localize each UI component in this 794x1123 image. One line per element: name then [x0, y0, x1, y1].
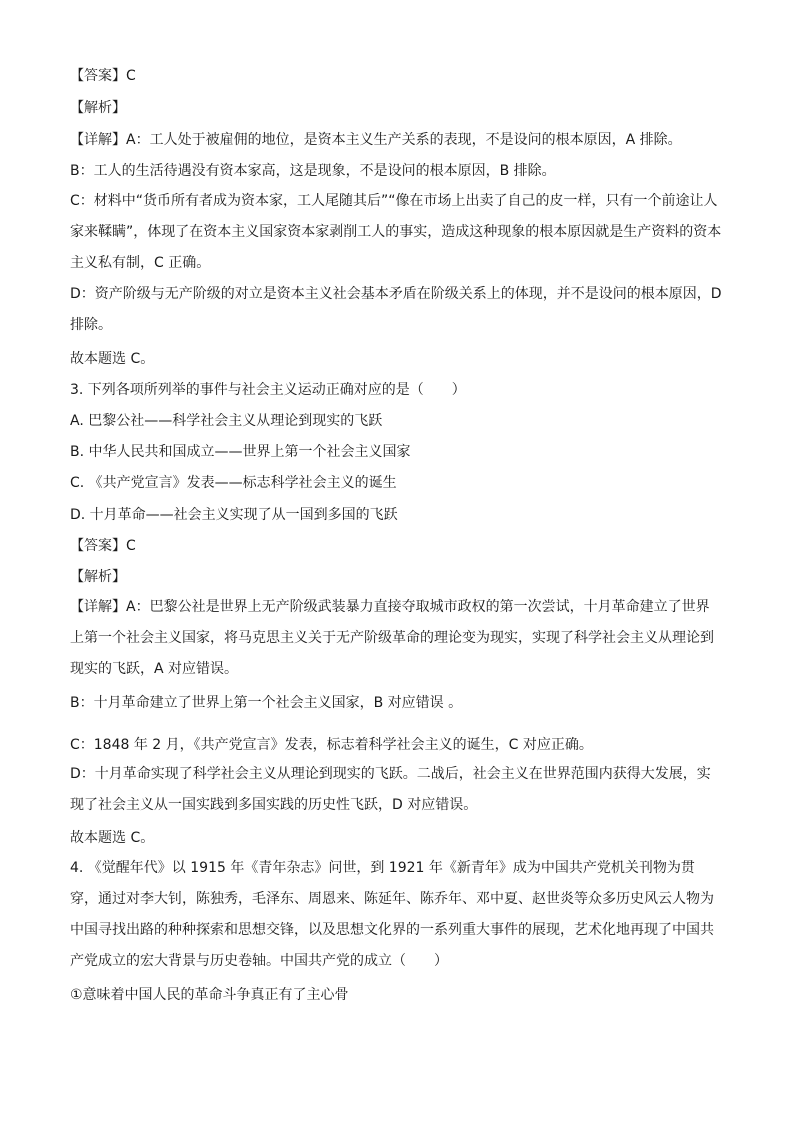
conclusion: 故本题选 C。 [70, 830, 155, 846]
answer-label: 【答案】 [70, 68, 126, 84]
detail-c: C：材料中“货币所有者成为资本家，工人尾随其后”“像在市场上出卖了自己的皮一样，只有一个前途让人家来鞣瞒”，体现了在资本主义国家资本家剥削工人的事实，造成这种现象的根本原因就是生产资料的资本主义私有制，C 正确。 [70, 193, 722, 271]
answer-value: C [126, 538, 136, 554]
detail-d: D：十月革命实现了科学社会主义从理论到现实的飞跃。二战后，社会主义在世界范围内获得大发展，实现了社会主义从一国实践到多国实践的历史性飞跃，D 对应错误。 [70, 766, 711, 813]
answer-line [70, 66, 722, 86]
detail-a: 【详解】A：工人处于被雇佣的地位，是资本主义生产关系的表现，不是设问的根本原因，A 排除。 [70, 132, 682, 148]
detail-b: B：十月革命建立了世界上第一个社会主义国家，B 对应错误 。 [70, 695, 463, 711]
conclusion: 故本题选 C。 [70, 351, 155, 367]
answer-value: C [126, 68, 136, 84]
detail-b: B：工人的生活待遇没有资本家高，这是现象，不是设问的根本原因，B 排除。 [70, 163, 556, 179]
answer-line [70, 536, 722, 556]
option-a: A. 巴黎公社——科学社会主义从理论到现实的飞跃 [70, 413, 383, 429]
detail-a: 【详解】A：巴黎公社是世界上无产阶级武装暴力直接夺取城市政权的第一次尝试，十月革命建立了世界上第一个社会主义国家，将马克思主义关于无产阶级革命的理论变为现实，实现了科学社会主义从理论到现实的飞跃，A 对应错误。 [70, 599, 714, 677]
detail-c: C：1848 年 2 月，《共产党宣言》发表，标志着科学社会主义的诞生，C 对应正确。 [70, 737, 593, 753]
detail-d: D：资产阶级与无产阶级的对立是资本主义社会基本矛盾在阶级关系上的体现，并不是设问的根本原因，D 排除。 [70, 286, 722, 333]
option-c: C. 《共产党宣言》发表——标志科学社会主义的诞生 [70, 475, 397, 491]
question-stem: 3. 下列各项所列举的事件与社会主义运动正确对应的是（ ） [70, 382, 466, 398]
analysis-label: 【解析】 [70, 569, 126, 585]
statement-item: ①意味着中国人民的革命斗争真正有了主心骨 [70, 987, 349, 1003]
answer-label: 【答案】 [70, 538, 126, 554]
analysis-label: 【解析】 [70, 100, 126, 116]
question-stem: 4. 《觉醒年代》以 1915 年《青年杂志》问世，到 1921 年《新青年》成为中国共产党机关刊物为贯穿，通过对李大钊，陈独秀，毛泽东、周恩来、陈延年、陈乔年、邓中夏、赵世炎等众多历史风云人物为中国寻找出路的种种探索和思想交锋，以及思想文化界的一系列重大事件的展现，艺术化地再现了中国共产党成立的宏大背景与历史卷轴。中国共产党的成立（ ） [70, 860, 714, 969]
option-b: B. 中华人民共和国成立——世界上第一个社会主义国家 [70, 444, 411, 460]
option-d: D. 十月革命——社会主义实现了从一国到多国的飞跃 [70, 507, 398, 523]
